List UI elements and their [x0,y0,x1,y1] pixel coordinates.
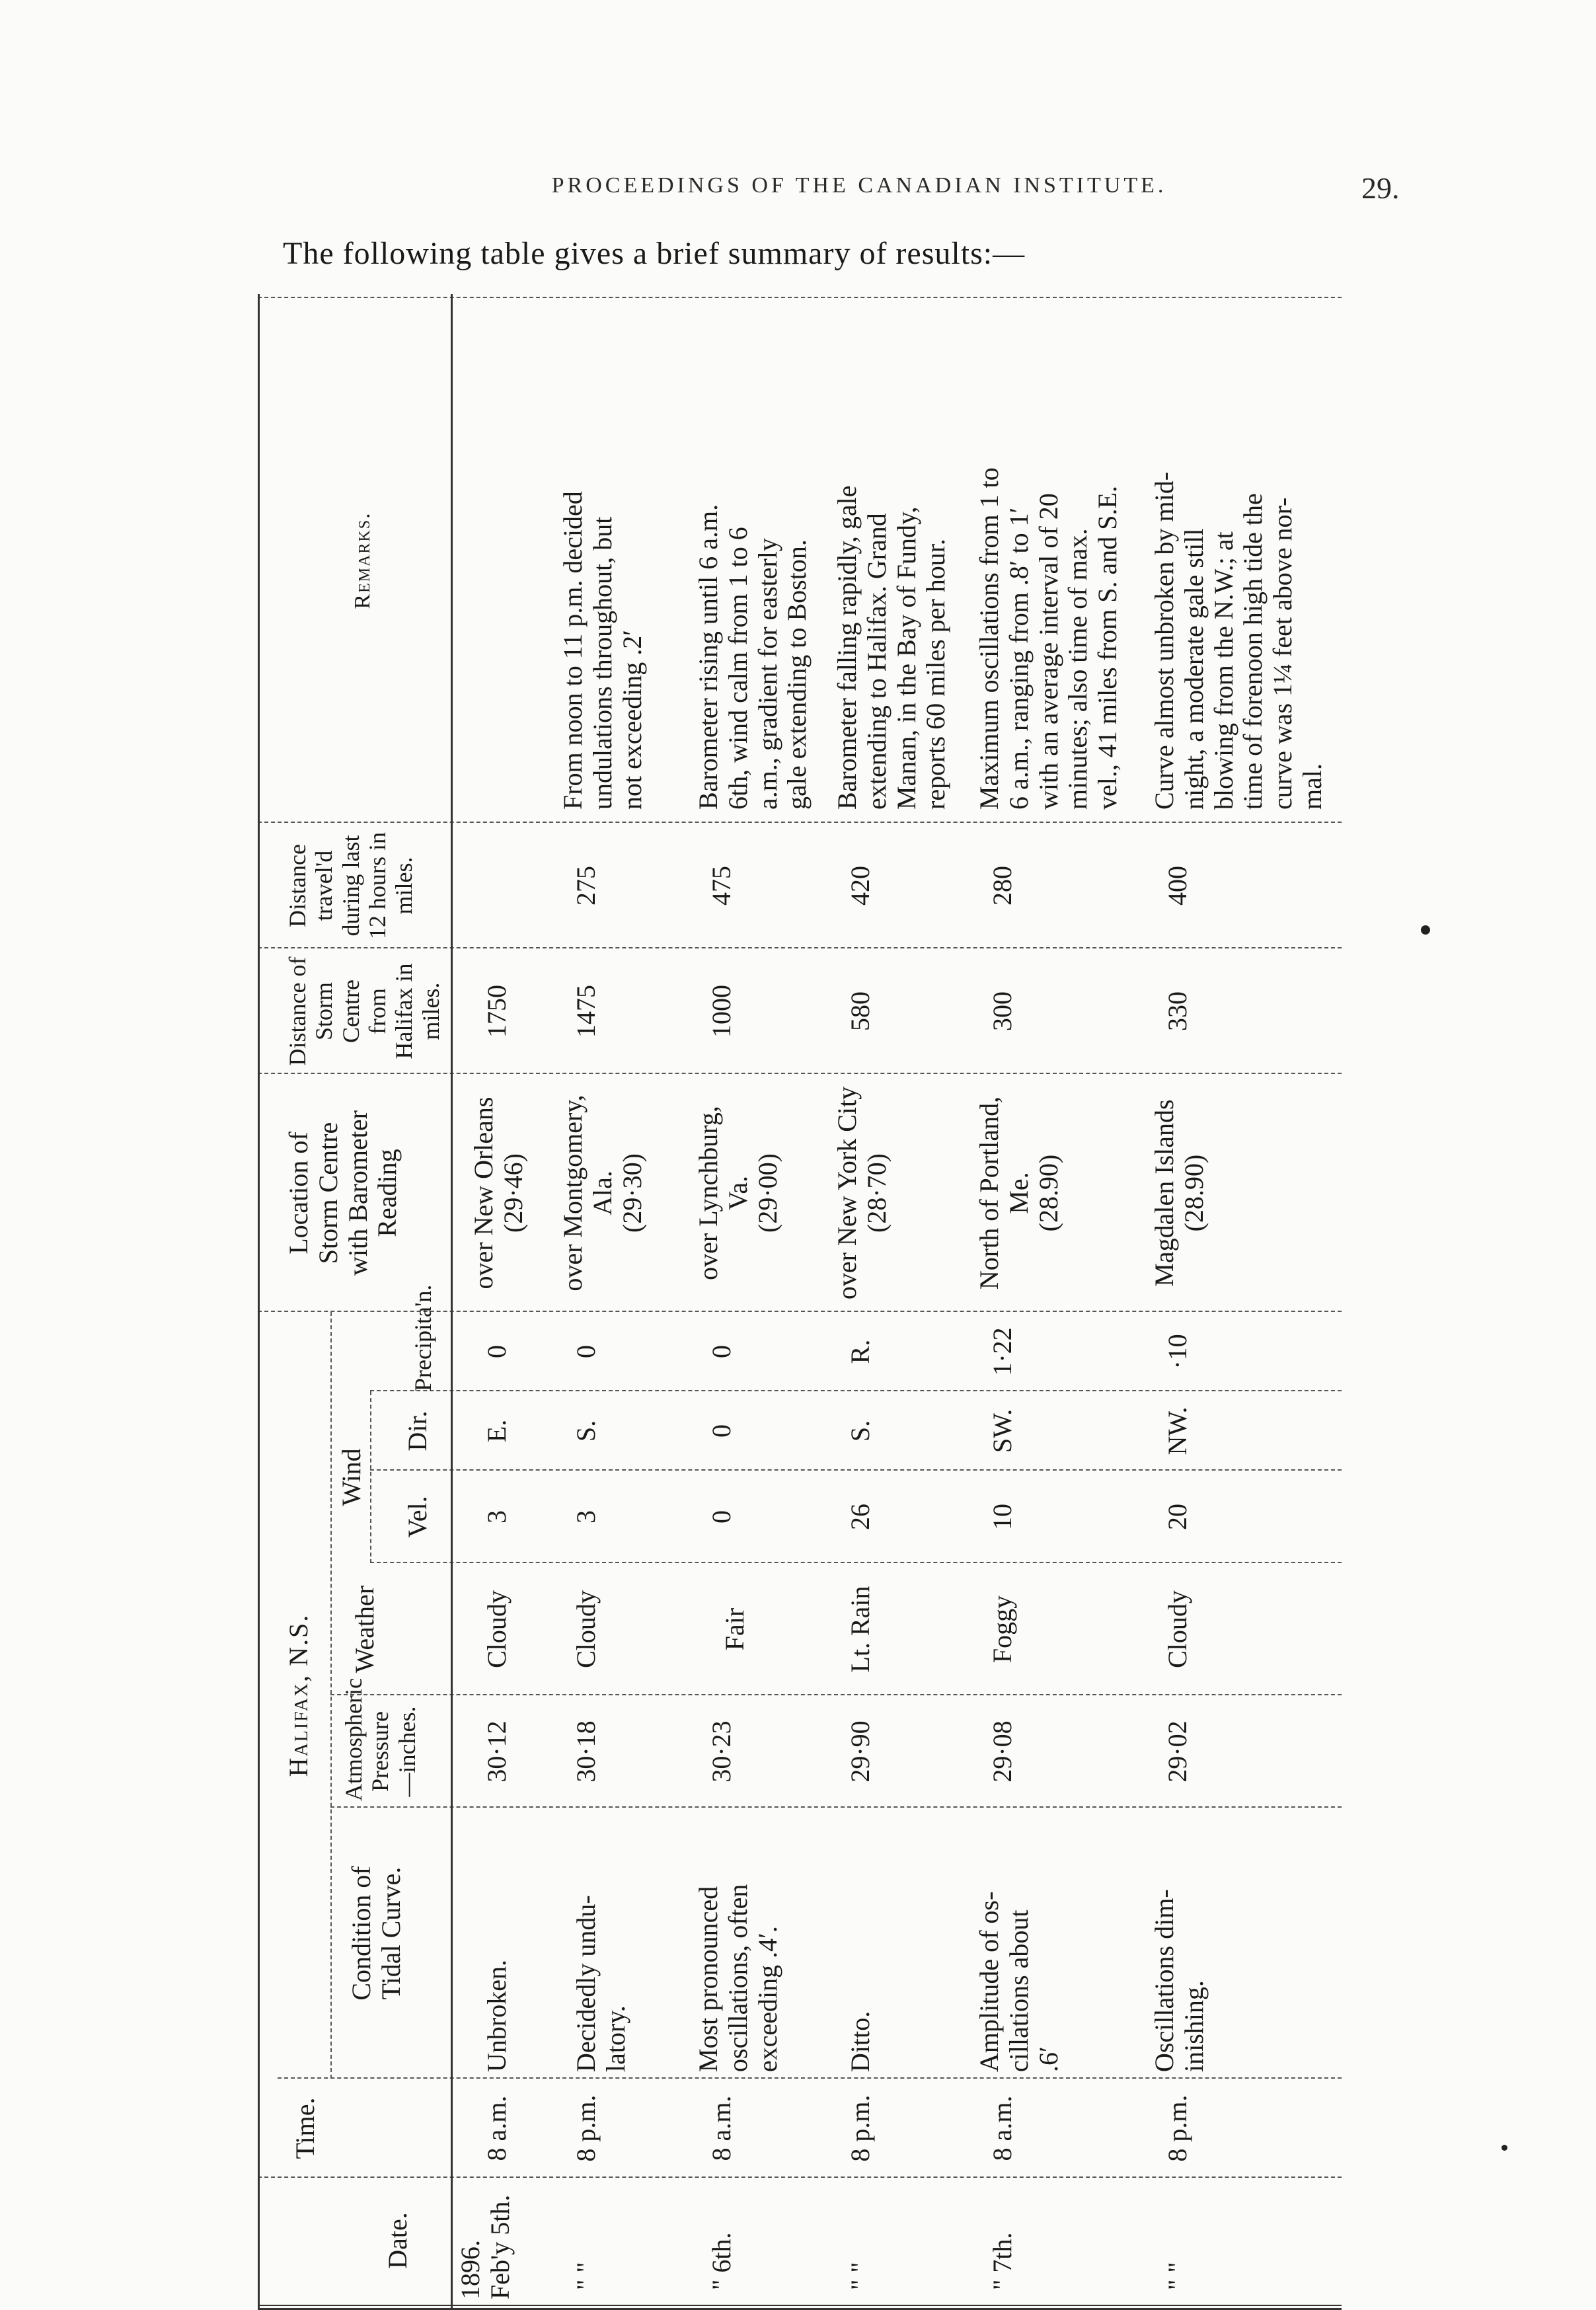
header-precipitation: Precipita'n. [410,1284,436,1391]
row-pressure: 30·12 [482,1720,512,1783]
row-remarks: From noon to 11 p.m. decided [558,491,588,810]
row-time: 8 a.m. [706,2095,736,2161]
row-travelled: 475 [706,866,736,905]
row-precip: ·10 [1162,1334,1192,1369]
row-location-reading: (29·46) [498,1153,528,1233]
header-weather: Weather [350,1585,379,1674]
row-condition-cont: exceeding .4′. [752,1926,782,2072]
row-condition: Most pronounced [693,1886,723,2072]
row-condition: Oscillations dim- [1149,1889,1179,2072]
row-remarks-cont: blowing from the N.W.; at [1208,531,1238,810]
row-remarks-cont: night, a moderate gale still [1178,528,1209,810]
row-date: " " [845,2262,875,2290]
row-remarks-cont: reports 60 miles per hour. [921,539,951,810]
row-location: over New York City [832,1086,862,1300]
row-condition: Unbroken. [482,1960,512,2072]
row-wind-dir: 0 [706,1424,736,1438]
row-date: Feb'y 5th. [484,2194,515,2299]
row-location-reading: (28.90) [1178,1154,1209,1232]
table-row [833,294,965,2310]
row-wind-vel: 20 [1162,1504,1192,1530]
row-condition: Amplitude of os- [974,1891,1004,2072]
row-distance: 330 [1162,991,1192,1031]
header-pressure: Atmospheric Pressure—inches. [340,1678,420,1801]
row-remarks-cont: with an average interval of 20 [1033,493,1063,810]
row-remarks-cont: Manan, in the Bay of Fundy, [891,506,921,810]
row-time: 8 p.m. [845,2095,875,2162]
row-location-state: Ala. [587,1171,617,1215]
row-distance: 1000 [706,985,736,1038]
row-location-state: Me. [1003,1172,1034,1214]
row-location: over Montgomery, [558,1095,588,1291]
row-wind-vel: 10 [987,1504,1017,1530]
row-location: over New Orleans [469,1097,498,1290]
header-dir: Dir. [402,1410,432,1451]
row-remarks-cont: a.m., gradient for easterly [752,538,782,810]
header-location: Location of Storm Centre with Barometer Reading [284,1110,402,1276]
row-wind-dir: S. [845,1420,875,1442]
row-wind-vel: 0 [706,1510,736,1523]
row-wind-vel: 26 [845,1504,875,1530]
row-pressure: 29·90 [845,1720,875,1783]
row-weather: Foggy [987,1595,1017,1664]
row-date: " 6th. [706,2232,736,2290]
row-remarks-cont: curve was 1¼ feet above nor- [1268,497,1298,810]
header-remarks: Remarks. [350,512,375,609]
row-weather: Fair [720,1607,749,1651]
row-pressure: 30·23 [706,1720,736,1783]
row-weather: Lt. Rain [845,1586,875,1673]
row-date: " " [571,2262,601,2290]
row-remarks-cont: extending to Halifax. Grand [861,513,892,810]
row-distance: 1475 [571,985,601,1038]
row-location-reading: (28·70) [861,1153,892,1233]
row-remarks-cont: time of forenoon high tide the [1238,493,1268,810]
row-weather: Cloudy [482,1590,512,1668]
row-remarks: Curve almost unbroken by mid- [1149,471,1179,810]
page-number: 29. [1361,171,1400,205]
row-condition-cont: inishing. [1178,1980,1209,2072]
row-distance: 580 [845,991,875,1031]
row-wind-dir: S. [571,1420,601,1442]
row-condition: Decidedly undu- [571,1895,601,2072]
row-condition-cont: cillations about [1003,1909,1034,2072]
table-row [694,294,846,2310]
row-travelled: 280 [987,866,1017,905]
row-remarks: Barometer rising until 6 a.m. [693,504,723,810]
row-pressure: 29·08 [987,1720,1017,1783]
rotated-table-wrapper [258,294,1342,2310]
row-travelled: 275 [571,866,601,905]
row-remarks-cont: vel., 41 miles from S. and S.E. [1092,486,1123,810]
row-remarks: Barometer falling rapidly, gale [832,485,862,810]
running-title: PROCEEDINGS OF THE CANADIAN INSTITUTE. [551,173,1167,198]
row-wind-dir: E. [482,1419,512,1443]
ink-spot [1421,925,1430,935]
row-wind-vel: 3 [571,1510,601,1523]
header-time: Time. [290,2097,320,2159]
row-time: 8 p.m. [571,2095,601,2162]
row-date: " " [1162,2262,1192,2290]
header-wind: Wind [336,1448,366,1506]
row-location-reading: (29·30) [617,1153,647,1233]
row-date-year: 1896. [455,2240,485,2299]
header-condition: Condition of Tidal Curve. [346,1866,406,2001]
row-precip: R. [845,1339,875,1364]
row-location-reading: (28.90) [1033,1154,1063,1232]
row-precip: 0 [482,1345,512,1358]
header-distance-from: Distance of Storm Centre from Halifax in miles. [284,956,444,1066]
row-weather: Cloudy [1162,1590,1192,1668]
row-condition-cont: latory. [600,2005,630,2072]
results-table [258,294,1342,2310]
table-row [975,294,1133,2310]
row-remarks-cont: 6 a.m., ranging from .8′ to 1′ [1003,507,1034,810]
ink-spot [1501,2145,1507,2151]
row-location: over Lynchburg, [693,1106,723,1280]
row-travelled: 420 [845,866,875,905]
row-remarks-cont: undulations throughout, but [587,516,617,810]
row-condition-cont: .6′ [1033,2046,1063,2072]
row-pressure: 30·18 [571,1720,601,1783]
header-halifax-group: Halifax, N.S. [284,1613,313,1777]
row-wind-dir: SW. [987,1408,1017,1453]
row-weather: Cloudy [571,1590,601,1668]
row-wind-vel: 3 [482,1510,512,1523]
table-row [1150,294,1335,2310]
row-time: 8 a.m. [482,2095,512,2161]
row-pressure: 29·02 [1162,1720,1192,1783]
row-time: 8 p.m. [1162,2095,1192,2162]
row-distance: 1750 [482,985,512,1038]
row-remarks-cont: minutes; also time of max. [1063,528,1093,810]
row-location-state: Va. [722,1175,753,1211]
row-remarks-cont: gale extending to Boston. [782,539,812,810]
row-wind-dir: NW. [1162,1406,1192,1455]
row-date: " 7th. [987,2232,1017,2290]
row-condition: Ditto. [845,2011,875,2072]
row-location-reading: (29·00) [752,1153,782,1233]
row-distance: 300 [987,991,1017,1031]
row-remarks: Maximum oscillations from 1 to [974,467,1004,810]
row-remarks-cont: not exceeding .2′ [617,630,647,810]
row-time: 8 a.m. [987,2095,1017,2161]
row-location: Magdalen Islands [1149,1099,1179,1287]
header-distance-travelled: Distance travel'd during last 12 hours in miles. [284,832,418,939]
row-location: North of Portland, [974,1096,1004,1290]
row-remarks-cont: 6th, wind calm from 1 to 6 [722,527,753,810]
row-condition-cont: oscillations, often [722,1884,753,2072]
intro-text: The following table gives a brief summary of results:— [283,236,1026,271]
header-date: Date. [383,2212,412,2269]
row-remarks-cont: mal. [1297,763,1327,810]
header-vel: Vel. [402,1496,432,1538]
row-precip: 0 [571,1345,601,1358]
row-precip: 0 [706,1345,736,1358]
row-precip: 1·22 [987,1327,1017,1376]
row-travelled: 400 [1162,866,1192,905]
